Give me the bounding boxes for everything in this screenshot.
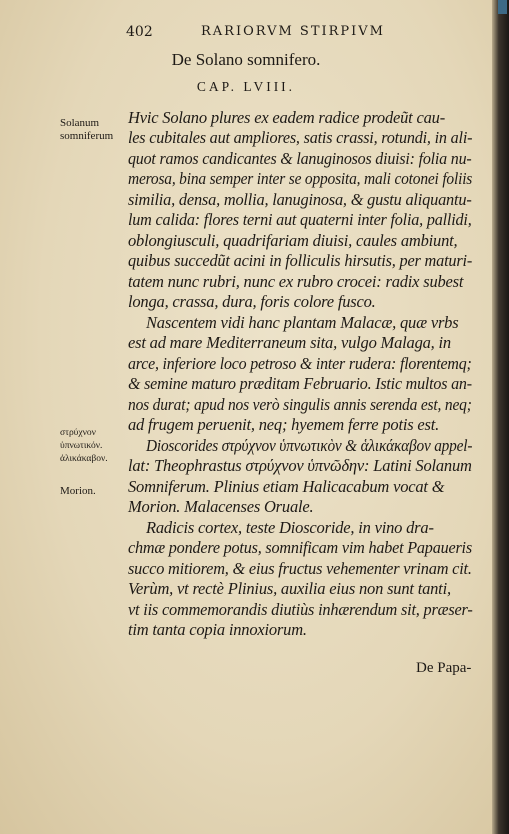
- body-line: lum calida: flores terni aut quaterni inter folia, pallidi,: [128, 210, 472, 229]
- body-line: quibus succedũt acini in folliculis hirsutis, per maturi-: [128, 251, 473, 270]
- page-number: 402: [126, 24, 153, 40]
- body-line: vt iis commemorandis diutiùs inhærendum sit, præser-: [128, 600, 473, 619]
- body-line: Hvic Solano plures ex eadem radice prodeũt cau-: [128, 108, 445, 127]
- body-line: & semine maturo præditam Februario. Istic multos an-: [128, 374, 472, 393]
- chapter-heading: CAP. LVIII.: [196, 79, 296, 94]
- body-line: similia, densa, mollia, lanuginosa, & gustu aliquantu-: [128, 190, 472, 209]
- body-line: quot ramos candicantes & lanuginosos diuisi: folia nu-: [128, 149, 472, 168]
- body-line: nos durat; apud nos verò singulis annis serenda est, neq;: [128, 395, 472, 414]
- body-line: Dioscorides στρύχνον ὑπνωτικὸν & ἁλικάκαβον appel-: [146, 436, 473, 455]
- bookmark-tab: [498, 0, 507, 14]
- body-line: Morion. Malacenses Oruale.: [128, 497, 314, 516]
- margin-note-greek: στρύχνον ὑπνωτικόν. ἁλικάκαβον.: [60, 428, 108, 464]
- body-line: est ad mare Mediterraneum sita, vulgo Malaga, in: [128, 333, 451, 352]
- body-line: Verùm, vt rectè Plinius, auxilia eius non sunt tanti,: [128, 579, 451, 598]
- body-line: merosa, bina semper inter se opposita, mali cotonei foliis: [128, 169, 473, 188]
- body-line: succo mitiorem, & eius fructus vehementer vrinam cit.: [128, 559, 472, 578]
- body-line: Radicis cortex, teste Dioscoride, in vino dra-: [146, 518, 434, 537]
- margin-note-solanum: Solanum somniferum: [60, 117, 114, 142]
- running-title: RARIORVM STIRPIVM: [201, 24, 385, 39]
- body-line: les cubitales aut ampliores, satis crassi, rotundi, in ali-: [128, 128, 473, 147]
- body-line: longa, crassa, dura, foris colore fusco.: [128, 292, 376, 311]
- body-line: Somniferum. Plinius etiam Halicacabum vocat &: [128, 477, 445, 496]
- body-line: chmæ pondere potus, somnificam vim habet Papaueris: [128, 538, 472, 557]
- page-edge-shadow: [492, 0, 509, 834]
- body-line: tatem nunc rubri, nunc ex rubro crocei: radix subest: [128, 272, 464, 291]
- body-line: Nascentem vidi hanc plantam Malacæ, quæ vrbs: [146, 313, 459, 332]
- margin-note-morion: Morion.: [60, 485, 96, 497]
- body-line: tim tanta copia innoxiorum.: [128, 620, 307, 639]
- body-line: arce, inferiore loco petroso & inter rudera: florentemq;: [128, 354, 472, 373]
- body-line: ad frugem peruenit, neq; hyemem ferre potis est.: [128, 415, 440, 434]
- body-line: oblongiusculi, quadrifariam diuisi, caules ambiunt,: [128, 231, 458, 250]
- catchword: De Papa-: [416, 660, 472, 676]
- body-line: lat: Theophrastus στρύχνον ὑπνῶδην: Latini Solanum: [128, 456, 472, 475]
- section-title: De Solano somnifero.: [171, 50, 321, 69]
